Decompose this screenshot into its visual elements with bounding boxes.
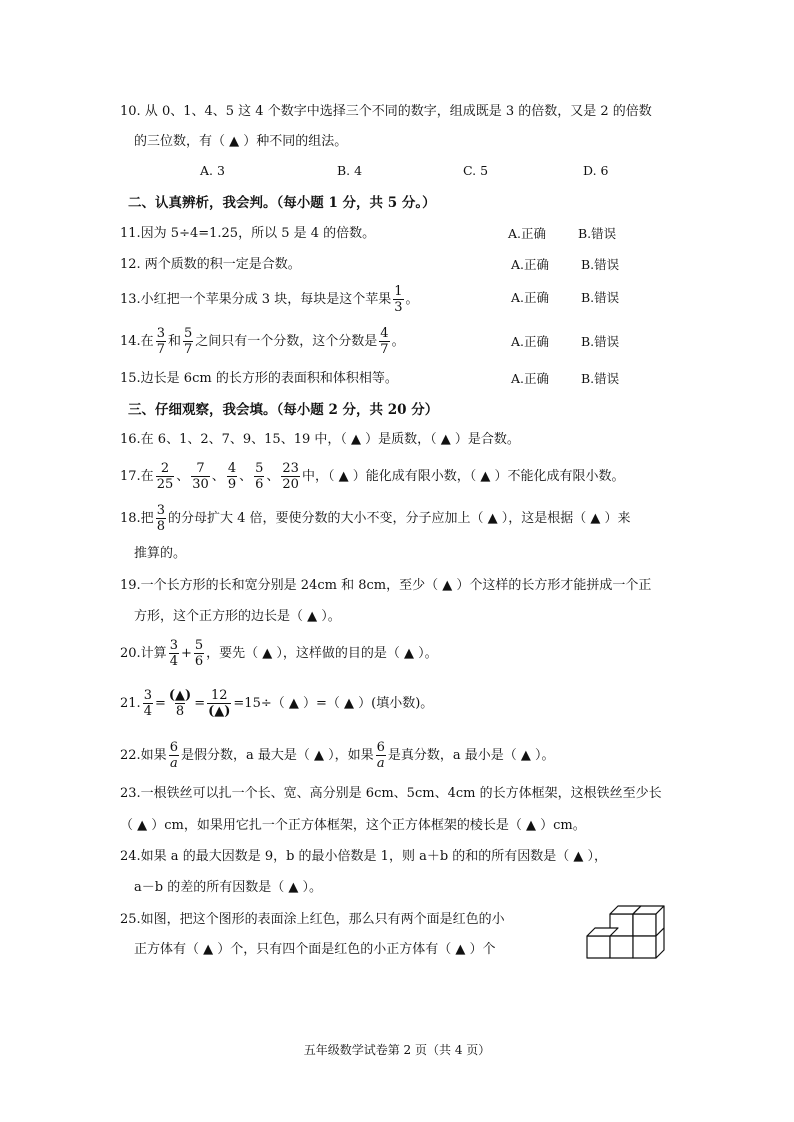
question-23-line1: 23.一根铁丝可以扎一个长、宽、高分别是 6cm、5cm、4cm 的长方体框架，这根铁丝至少长 (120, 786, 662, 801)
q12-option-b: B.错误 (581, 257, 620, 272)
fraction: $\frac{2}{25}$ (156, 461, 174, 492)
q10-option-c: C. 5 (463, 163, 489, 178)
q13-option-b: B.错误 (581, 290, 620, 305)
question-10-line1: 10. 从 0、1、4、5 这 4 个数字中选择三个不同的数字，组成既是 3 的倍数，又是 2 的倍数 (120, 104, 652, 119)
question-12: 12. 两个质数的积一定是合数。 (120, 257, 301, 272)
q10-option-d: D. 6 (583, 163, 609, 178)
question-23-line2: （ ▲ ）cm，如果用它扎一个正方体框架，这个正方体框架的棱长是（ ▲ ）cm。 (120, 818, 586, 833)
fraction: $\frac{3}{4}$ (169, 638, 178, 669)
question-25-line1: 25.如图，把这个图形的表面涂上红色，那么只有两个面是红色的小 (120, 912, 505, 927)
fraction: $\frac{3}{7}$ (156, 326, 165, 357)
fraction: $\frac{3}{4}$ (143, 688, 152, 719)
question-18-line1: 18.把 $\frac{3}{8}$ 的分母扩大 4 倍，要使分数的大小不变，分子应加上（ ▲ ），这是根据（ ▲ ）来 (120, 503, 631, 534)
q14-option-a: A.正确 (511, 334, 550, 349)
fraction: $\frac{6}{a}$ (376, 740, 385, 771)
q10-option-b: B. 4 (337, 163, 363, 178)
fraction: $\frac{4}{9}$ (227, 461, 237, 492)
fraction: $\frac{1}{3}$ (394, 284, 403, 315)
fraction: $\frac{4}{7}$ (380, 326, 389, 357)
question-15: 15.边长是 6cm 的长方形的表面积和体积相等。 (120, 371, 398, 386)
q13-option-a: A.正确 (511, 290, 550, 305)
fraction: $\frac{3}{8}$ (156, 503, 165, 534)
question-20: 20.计算 $\frac{3}{4}$ + $\frac{5}{6}$ ，要先（ ▲ ），这样做的目的是（ ▲ ）。 (120, 638, 438, 669)
question-21: 21. $\frac{3}{4}$ = (▲) 8 = 12 (▲) =15÷（ ▲ ）=（ ▲ ）(填小数)。 (120, 688, 434, 719)
fraction: $\frac{23}{20}$ (282, 461, 299, 492)
q12-option-a: A.正确 (511, 257, 550, 272)
cube-stack-figure (578, 902, 668, 966)
q15-option-b: B.错误 (581, 371, 620, 386)
fraction: $\frac{6}{a}$ (169, 740, 178, 771)
fraction: (▲) 8 (168, 688, 192, 719)
question-17: 17.在 $\frac{2}{25}$ 、 $\frac{7}{30}$ 、 $\frac{4}{9}$ 、 $\frac{5}{6}$ 、 $\frac{23}{20}$ 中，（ ▲ ）能化成有限小数，（ ▲ ）不能化成有限小数。 (120, 461, 625, 492)
question-22: 22.如果 $\frac{6}{a}$ 是假分数，a 最大是（ ▲ ），如果 $\frac{6}{a}$ 是真分数，a 最小是（ ▲ ）。 (120, 740, 555, 771)
q14-option-b: B.错误 (581, 334, 620, 349)
question-10-line2: 的三位数，有（ ▲ ）种不同的组法。 (134, 134, 348, 149)
fraction: $\frac{5}{6}$ (255, 461, 264, 492)
section-2-title: 二、认真辨析，我会判。（每小题 1 分，共 5 分。） (128, 195, 436, 211)
q15-option-a: A.正确 (511, 371, 550, 386)
question-19-line1: 19.一个长方形的长和宽分别是 24cm 和 8cm，至少（ ▲ ）个这样的长方形才能拼成一个正 (120, 578, 652, 593)
question-18-line2: 推算的。 (134, 546, 187, 561)
question-24-line2: a－b 的差的所有因数是（ ▲ ）。 (134, 880, 322, 895)
fraction: $\frac{5}{7}$ (183, 326, 193, 357)
question-11: 11.因为 5÷4=1.25，所以 5 是 4 的倍数。 (120, 226, 376, 241)
question-24-line1: 24.如果 a 的最大因数是 9，b 的最小倍数是 1，则 a＋b 的和的所有因数是（ ▲ ）， (120, 849, 608, 864)
question-16: 16.在 6、1、2、7、9、15、19 中，（ ▲ ）是质数，（ ▲ ）是合数。 (120, 432, 520, 447)
q11-option-a: A.正确 (508, 226, 547, 241)
q11-option-b: B.错误 (578, 226, 617, 241)
question-19-line2: 方形，这个正方形的边长是（ ▲ ）。 (134, 609, 341, 624)
fraction: $\frac{7}{30}$ (192, 461, 209, 492)
section-3-title: 三、仔细观察，我会填。（每小题 2 分，共 20 分） (128, 402, 439, 418)
question-14: 14.在 $\frac{3}{7}$ 和 $\frac{5}{7}$ 之间只有一个分数，这个分数是 $\frac{4}{7}$ 。 (120, 326, 405, 357)
page-footer: 五年级数学试卷第 2 页（共 4 页） (303, 1043, 491, 1057)
q10-option-a: A. 3 (200, 163, 225, 178)
question-25-line2: 正方体有（ ▲ ）个，只有四个面是红色的小正方体有（ ▲ ）个 (134, 942, 496, 957)
fraction: $\frac{5}{6}$ (194, 638, 204, 669)
fraction: 12 (▲) (208, 688, 231, 719)
question-13: 13.小红把一个苹果分成 3 块，每块是这个苹果 $\frac{1}{3}$ 。 (120, 284, 419, 315)
